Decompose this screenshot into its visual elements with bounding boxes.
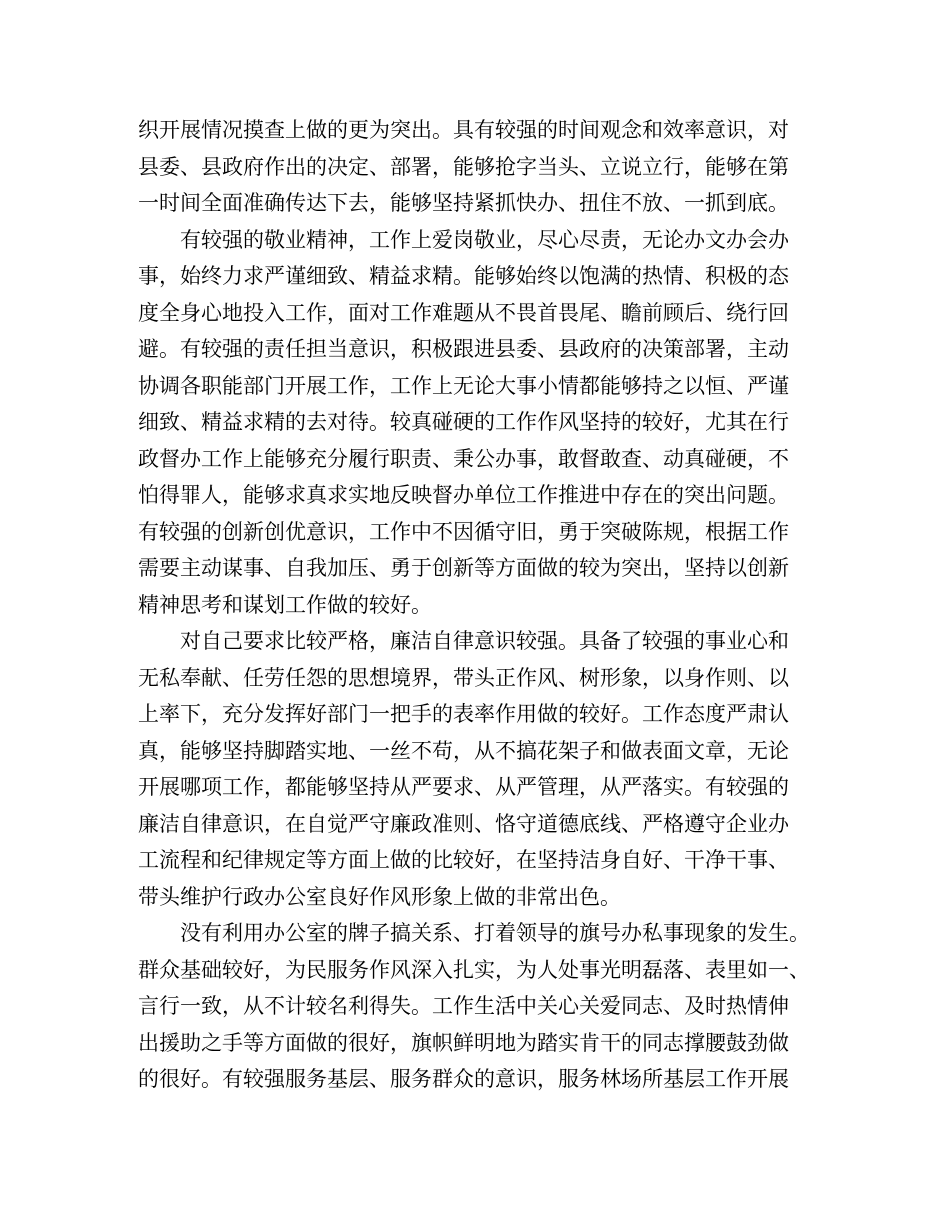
- text-line: 带头维护行政办公室良好作风形象上做的非常出色。: [138, 884, 621, 909]
- text-line: 出援助之手等方面做的很好，旗帜鲜明地为踏实肯干的同志撑腰鼓劲做: [138, 1030, 789, 1055]
- text-line: 真，能够坚持脚踏实地、一丝不苟，从不搞花架子和做表面文章，无论: [138, 738, 789, 763]
- document-body: [138, 112, 818, 1098]
- text-line: 政督办工作上能够充分履行职责、秉公办事，敢督敢查、动真碰硬，不: [138, 446, 789, 471]
- text-line: 有较强的创新创优意识，工作中不因循守旧，勇于突破陈规，根据工作: [138, 519, 789, 544]
- text-line: 度全身心地投入工作，面对工作难题从不畏首畏尾、瞻前顾后、绕行回: [138, 300, 789, 325]
- text-line: 事，始终力求严谨细致、精益求精。能够始终以饱满的热情、积极的态: [138, 264, 789, 288]
- paragraph-first-line: 有较强的敬业精神，工作上爱岗敬业，尽心尽责，无论办文办会办: [180, 227, 789, 252]
- text-line: 一时间全面准确传达下去，能够坚持紧抓快办、扭住不放、一抓到底。: [138, 191, 789, 215]
- text-line: 廉洁自律意识，在自觉严守廉政准则、恪守道德底线、严格遵守企业办: [138, 811, 789, 836]
- text-line: 的很好。有较强服务基层、服务群众的意识，服务林场所基层工作开展: [138, 1067, 789, 1091]
- text-line: 无私奉献、任劳任怨的思想境界，带头正作风、树形象，以身作则、以: [138, 665, 789, 690]
- text-line: 县委、县政府作出的决定、部署，能够抢字当头、立说立行，能够在第: [138, 154, 789, 179]
- text-line: 言行一致，从不计较名利得失。工作生活中关心关爱同志、及时热情伸: [138, 994, 789, 1018]
- text-line: 工流程和纪律规定等方面上做的比较好，在坚持洁身自好、干净干事、: [138, 848, 789, 872]
- paragraph-first-line: 没有利用办公室的牌子搞关系、打着领导的旗号办私事现象的发生。: [180, 921, 810, 945]
- text-line: 协调各职能部门开展工作，工作上无论大事小情都能够持之以恒、严谨: [138, 373, 789, 398]
- text-line: 避。有较强的责任担当意识，积极跟进县委、县政府的决策部署，主动: [138, 337, 789, 361]
- text-line: 需要主动谋事、自我加压、勇于创新等方面做的较为突出，坚持以创新: [138, 556, 789, 580]
- text-line: 怕得罪人，能够求真求实地反映督办单位工作推进中存在的突出问题。: [138, 483, 789, 507]
- text-line: 精神思考和谋划工作做的较好。: [138, 592, 432, 617]
- text-line: 细致、精益求精的去对待。较真碰硬的工作作风坚持的较好，尤其在行: [138, 410, 789, 434]
- text-line: 织开展情况摸查上做的更为突出。具有较强的时间观念和效率意识，对: [138, 118, 789, 142]
- text-line: 开展哪项工作，都能够坚持从严要求、从严管理，从严落实。有较强的: [138, 775, 789, 799]
- text-line: 群众基础较好，为民服务作风深入扎实，为人处事光明磊落、表里如一、: [138, 957, 810, 982]
- paragraph-first-line: 对自己要求比较严格，廉洁自律意识较强。具备了较强的事业心和: [180, 629, 789, 653]
- text-line: 上率下，充分发挥好部门一把手的表率作用做的较好。工作态度严肃认: [138, 702, 789, 726]
